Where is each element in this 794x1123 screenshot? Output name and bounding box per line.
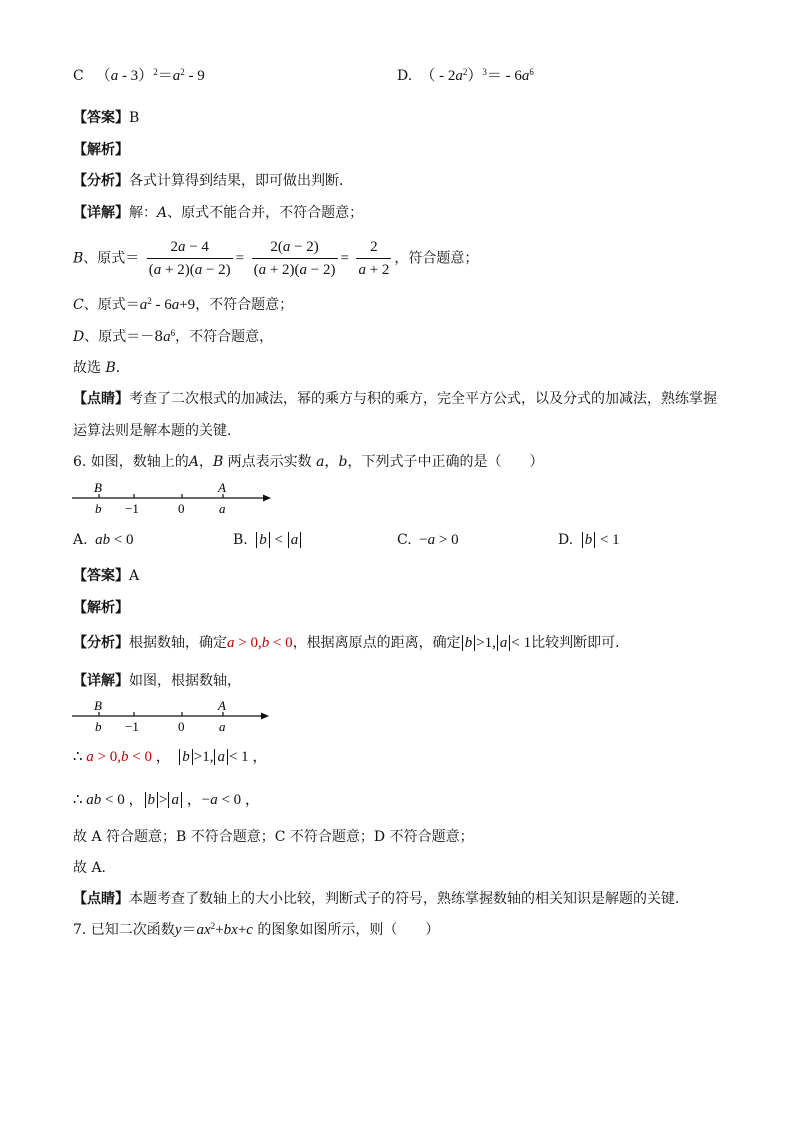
label-minus1: −1	[125, 719, 139, 734]
q5-option-c: C $(a - 3)^2=a^2 - 9$	[73, 67, 205, 84]
q6-option-c: C. −a > 0	[397, 532, 459, 548]
q6-conclusion-1: 故 A 符合题意；B 不符合题意；C 不符合题意；D 不符合题意；	[73, 829, 474, 845]
q5-dianjing-1: 【点睛】考查了二次根式的加减法，幂的乘方与积的乘方，完全平方公式，以及分式的加减法，熟练掌握	[73, 391, 717, 407]
q6-xiangjie: 【详解】如图，根据数轴，	[73, 673, 241, 689]
q5-answer: 【答案】B	[73, 110, 140, 126]
q5-guxuan: 故选 B．	[73, 360, 130, 376]
label-A: A	[218, 698, 226, 713]
fraction-3: $\frac{2}{a + 2}$	[358, 239, 390, 278]
label-a: a	[219, 501, 226, 516]
label-b: b	[95, 719, 102, 734]
q5-dianjing-2: 运算法则是解本题的关键．	[73, 423, 241, 439]
q7-stem: 7. 已知二次函数$y=ax^2+bx+c$ 的图象如图所示，则（ ）	[73, 921, 440, 938]
q5-fenxi: 【分析】各式计算得到结果，即可做出判断．	[73, 173, 353, 189]
label-B: B	[94, 480, 102, 495]
q5-xiangjie: 【详解】解：A、原式不能合并，不符合题意；	[73, 205, 364, 221]
q5-analysis-heading: 【解析】	[73, 142, 129, 158]
label-a: a	[219, 719, 226, 734]
fraction-1: $\frac{2a - 4}{(a + 2)(a - 2)}$	[148, 239, 231, 278]
q5-line-b: B、原式＝ $\frac{2a - 4}{(a + 2)(a - 2)}$ = $\frac{2(a - 2)}{(a + 2)(a - 2)}$ = $\frac{2}{a + 2}$ ，符合题意；	[73, 239, 479, 278]
q5-option-d: D. （ - $2a^2)^3= - 6a^6$	[397, 67, 534, 84]
q6-therefore-2: ∴ ab < 0 ， b > a ，−a < 0 ，	[73, 792, 260, 808]
label-0: 0	[178, 501, 185, 516]
q6-analysis-heading: 【解析】	[73, 600, 129, 616]
number-line-figure-1	[68, 476, 278, 518]
q6-dianjing: 【点睛】本题考查了数轴上的大小比较，判断式子的符号，熟练掌握数轴的相关知识是解题的关键．	[73, 891, 689, 907]
q6-option-b: B. b < a	[233, 530, 302, 550]
q6-answer: 【答案】A	[73, 568, 140, 584]
q6-option-d: D. b < 1	[558, 532, 620, 548]
number-line-figure-2	[68, 694, 278, 736]
q6-fenxi: 【分析】根据数轴，确定a > 0,b < 0，根据离原点的距离，确定 b >1, a < 1比较判断即可．	[73, 635, 630, 651]
q6-therefore-1: ∴ a > 0,b < 0 ， b >1, a < 1 ，	[73, 749, 268, 765]
label-B: B	[94, 698, 102, 713]
q5-line-c: C、原式$=a^2 - 6a+9$，不符合题意；	[73, 296, 294, 313]
q5-line-d: D、原式$=-8a^6$，不符合题意，	[73, 328, 274, 345]
label-0: 0	[178, 719, 185, 734]
q6-option-a: A. ab < 0	[73, 532, 134, 548]
q6-stem: 6. 如图，数轴上的A，B 两点表示实数 a，b，下列式子中正确的是（ ）	[73, 454, 544, 470]
fraction-2: $\frac{2(a - 2)}{(a + 2)(a - 2)}$	[253, 239, 336, 278]
label-b: b	[95, 501, 102, 516]
label-minus1: −1	[125, 501, 139, 516]
q6-conclusion-2: 故 A．	[73, 860, 116, 876]
label-A: A	[218, 480, 226, 495]
